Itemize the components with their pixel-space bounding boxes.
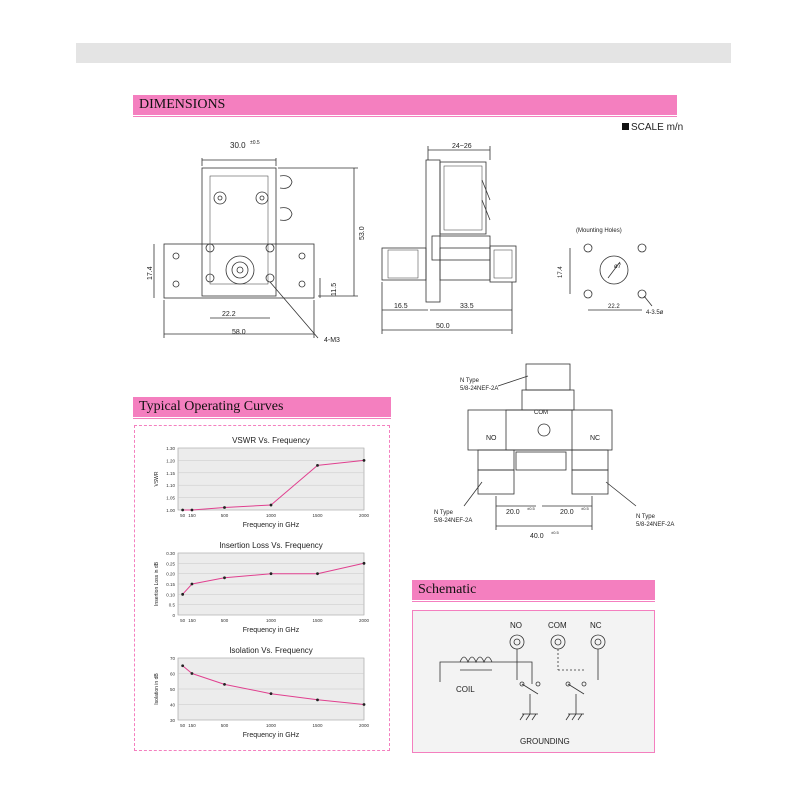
y-tick-label: 50: [169, 687, 175, 692]
data-point: [181, 664, 184, 667]
y-axis-label: Insertion Loss in dB: [154, 562, 160, 606]
header-bar: [76, 43, 731, 63]
thread-right: 5/8-24NEF-2A: [636, 522, 675, 528]
chart-insertion-loss: [150, 537, 380, 642]
y-axis-label: VSWR: [154, 471, 160, 487]
x-tick-label: 2000: [358, 513, 370, 518]
data-point: [270, 692, 273, 695]
mounting-hole: 4-3.5ø: [646, 310, 664, 316]
y-tick-label: 30: [169, 718, 175, 723]
y-axis-label: Isolation in dB: [154, 673, 160, 705]
data-point: [316, 698, 319, 701]
x-tick-label: 1000: [265, 513, 277, 518]
y-tick-label: 1.05: [166, 495, 175, 501]
dim-holes: 4-M3: [324, 337, 340, 344]
n-type-left: N Type: [434, 510, 453, 516]
y-tick-label: 40: [169, 702, 175, 708]
y-tick-label: 0.30: [166, 551, 175, 556]
dim-d3: 40.0: [530, 533, 544, 540]
dim-d2-tol: ±0.5: [581, 506, 589, 511]
x-axis-label: Frequency in GHz: [242, 627, 300, 634]
section-header-curves: Typical Operating Curves: [133, 397, 391, 417]
dim-outer-w: 58.0: [232, 329, 246, 336]
scale-label: SCALE m/n: [631, 122, 684, 133]
schem-nc: NC: [590, 621, 602, 630]
schem-grounding: GROUNDING: [520, 737, 570, 746]
y-tick-label: 0.25: [166, 561, 175, 567]
x-tick-label: 150: [188, 513, 196, 518]
y-tick-label: 1.10: [166, 483, 175, 489]
dim-top-w: 24~26: [452, 143, 472, 150]
n-type-right: N Type: [636, 514, 655, 520]
x-tick-label: 1500: [312, 618, 323, 623]
x-axis-label: Frequency in GHz: [242, 732, 300, 739]
dim-width-top: 30.0: [230, 141, 246, 150]
data-point: [316, 464, 319, 467]
dim-mid-w: 33.5: [460, 303, 474, 310]
x-tick-label: 150: [188, 618, 196, 623]
data-point: [191, 509, 194, 512]
x-tick-label: 1000: [265, 618, 277, 623]
x-tick-label: 2000: [358, 618, 370, 623]
x-tick-label: 500: [220, 513, 229, 518]
dim-d3-tol: ±0.5: [551, 530, 559, 535]
y-tick-label: 0: [172, 613, 175, 618]
mounting-h: 17.4: [558, 266, 564, 278]
x-axis-label: Frequency in GHz: [242, 522, 300, 529]
data-point: [223, 506, 226, 509]
chart-title: Insertion Loss Vs. Frequency: [219, 541, 323, 550]
x-tick-label: 2000: [358, 723, 370, 728]
data-point: [363, 562, 366, 565]
y-tick-label: 1.00: [166, 508, 175, 513]
schem-com: COM: [548, 621, 567, 630]
scale-note: [622, 122, 683, 133]
dim-right-h: 11.5: [331, 282, 338, 296]
data-point: [181, 593, 184, 596]
data-point: [181, 509, 184, 512]
schematic-diagram: [412, 610, 655, 753]
data-point: [270, 572, 273, 575]
dim-inner-w: 22.2: [222, 311, 236, 318]
data-point: [223, 683, 226, 686]
thread-left: 5/8-24NEF-2A: [434, 518, 473, 524]
bottom-view-drawing: [430, 356, 700, 546]
mounting-title: (Mounting Holes): [576, 228, 622, 234]
y-tick-label: 60: [169, 671, 175, 677]
x-tick-label: 1500: [312, 513, 323, 518]
dim-d2: 20.0: [560, 509, 574, 516]
mounting-w: 22.2: [608, 304, 620, 310]
n-type-top: N Type: [460, 378, 479, 384]
side-view-drawing: [372, 140, 532, 340]
chart-title: VSWR Vs. Frequency: [232, 436, 310, 445]
dim-left-h: 17.4: [147, 266, 154, 280]
dim-left-w: 16.5: [394, 303, 408, 310]
front-view-drawing: [140, 130, 370, 350]
chart-isolation: [150, 642, 380, 747]
schem-coil: COIL: [456, 685, 475, 694]
dim-height-right: 53.0: [359, 226, 366, 240]
x-tick-label: 50: [180, 618, 186, 623]
dim-d1-tol: ±0.5: [527, 506, 535, 511]
dim-tol: ±0.5: [250, 140, 260, 146]
data-point: [270, 504, 273, 507]
y-tick-label: 0.20: [166, 571, 175, 577]
x-tick-label: 150: [188, 723, 196, 728]
data-point: [191, 583, 194, 586]
y-tick-label: 1.15: [166, 470, 175, 476]
x-tick-label: 1500: [312, 723, 323, 728]
no-label: NO: [486, 435, 497, 442]
x-tick-label: 500: [220, 723, 229, 728]
y-tick-label: 1.20: [166, 458, 175, 464]
com-label: COM: [534, 410, 548, 416]
chart-vswr: [150, 432, 380, 537]
y-tick-label: 1.30: [166, 446, 175, 451]
data-point: [191, 672, 194, 675]
square-icon: [622, 123, 629, 130]
y-tick-label: 70: [169, 656, 175, 661]
plot-area: [178, 448, 364, 510]
data-point: [316, 572, 319, 575]
thread-top: 5/8-24NEF-2A: [460, 386, 499, 392]
y-tick-label: 0.10: [166, 592, 175, 598]
x-tick-label: 500: [220, 618, 229, 623]
y-tick-label: 0.15: [166, 582, 175, 587]
data-point: [223, 576, 226, 579]
x-tick-label: 1000: [265, 723, 277, 728]
schem-no: NO: [510, 621, 522, 630]
dim-d1: 20.0: [506, 509, 520, 516]
section-header-schematic: Schematic: [412, 580, 655, 600]
dim-total-w: 50.0: [436, 323, 450, 330]
y-tick-label: 0.5: [168, 602, 175, 608]
mounting-dia: ø7: [614, 264, 622, 270]
x-tick-label: 50: [180, 513, 186, 518]
data-point: [363, 703, 366, 706]
mounting-holes-drawing: [550, 222, 670, 322]
x-tick-label: 50: [180, 723, 186, 728]
data-point: [363, 459, 366, 462]
section-header-dimensions: DIMENSIONS: [133, 95, 677, 115]
chart-title: Isolation Vs. Frequency: [229, 646, 313, 655]
nc-label: NC: [590, 435, 601, 442]
